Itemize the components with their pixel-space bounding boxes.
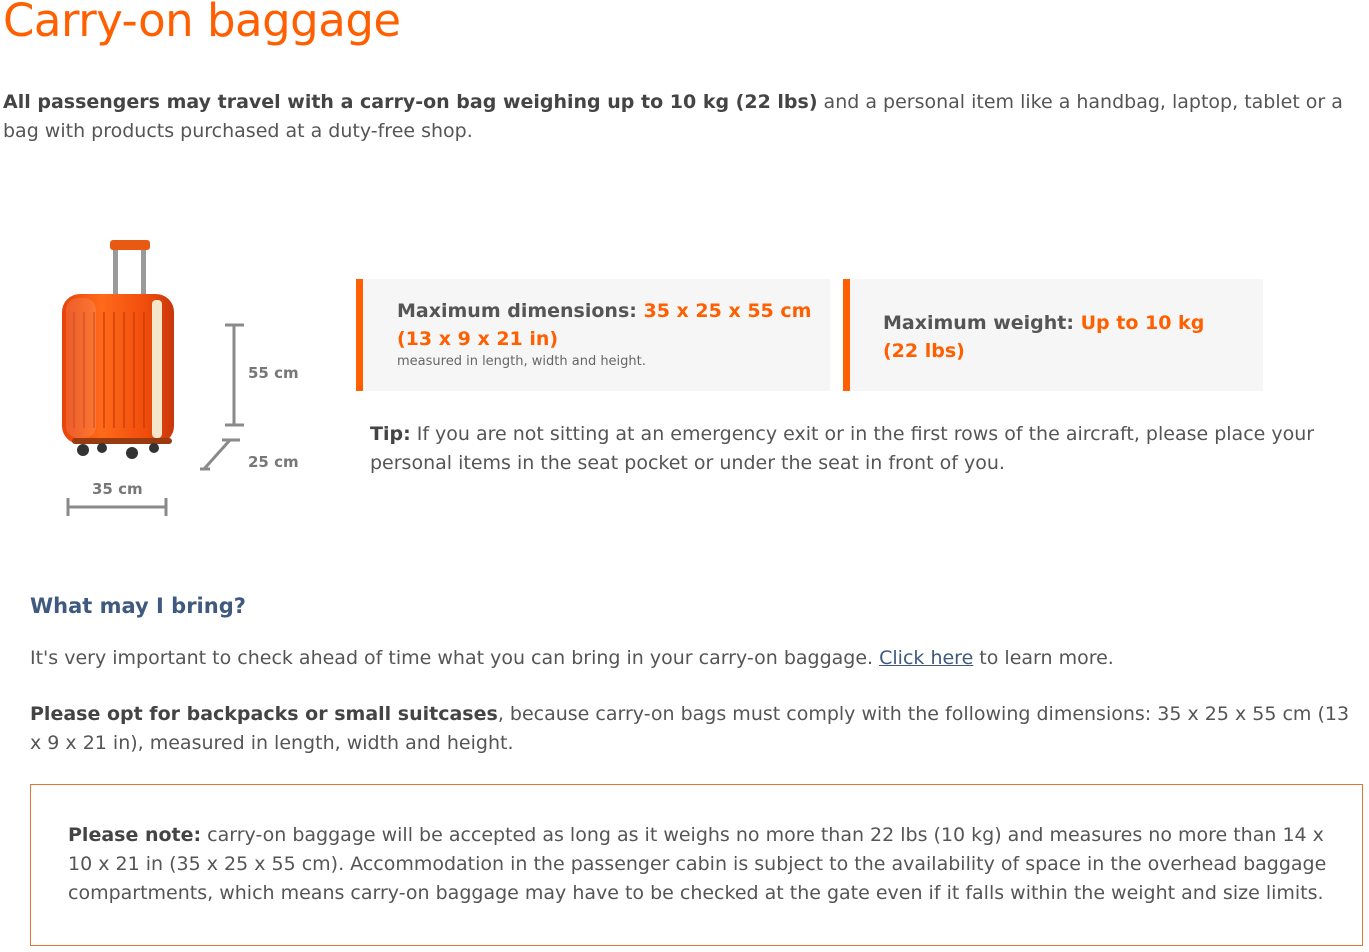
intro-bold: All passengers may travel with a carry-on bag weighing up to 10 kg (22 lbs) xyxy=(3,91,818,113)
tip-text: If you are not sitting at an emergency exit or in the first rows of the aircraft, please place your personal items in the seat pocket or under the seat in front of you. xyxy=(370,423,1315,474)
max-dimensions-line xyxy=(397,297,830,325)
note-label: Please note: xyxy=(68,824,202,846)
suitcase-illustration xyxy=(40,232,320,522)
note-text: carry-on baggage will be accepted as long as it weighs no more than 22 lbs (10 kg) and measures no more than 14 x 10 x 21 in (35 x 25 x 55 cm). Accommodation in the passenger cabin is subject to the availability of space in the overhead baggage compartments, which means carry-on baggage may have to be checked at the gate even if it falls within the weight and size limits. xyxy=(68,824,1327,904)
p1-text-before: It's very important to check ahead of time what you can bring in your carry-on baggage. xyxy=(30,647,880,669)
intro-text: and a personal item like a handbag, laptop, tablet or a bag with products purchased at a duty-free shop. xyxy=(3,91,1343,142)
max-dimensions-note: measured in length, width and height. xyxy=(397,354,646,369)
max-weight-line xyxy=(883,309,1263,337)
max-dimensions-imperial: (13 x 9 x 21 in) xyxy=(397,328,559,350)
max-dimensions-card xyxy=(356,279,830,391)
page-title: Carry-on baggage xyxy=(3,0,401,47)
click-here-link[interactable]: Click here xyxy=(879,647,974,669)
width-label: 35 cm xyxy=(92,480,143,498)
max-dimensions-label: Maximum dimensions: xyxy=(397,300,644,322)
depth-label: 25 cm xyxy=(248,453,299,471)
p2-bold: Please opt for backpacks or small suitcases xyxy=(30,703,498,725)
p2-text: , because carry-on bags must comply with the following dimensions: 35 x 25 x 55 cm (13 x 9 x 21 in), measured in length, width and height. xyxy=(30,703,1350,754)
note-box xyxy=(30,784,1363,946)
suitcase-icon xyxy=(40,232,320,522)
height-label: 55 cm xyxy=(248,364,299,382)
intro-paragraph xyxy=(3,88,1343,146)
p1-text-after: to learn more. xyxy=(973,647,1114,669)
max-weight-label: Maximum weight: xyxy=(883,312,1081,334)
max-weight-value: Up to 10 kg xyxy=(1080,312,1205,334)
max-weight-card xyxy=(843,279,1263,391)
note-paragraph xyxy=(68,821,1328,908)
tip-label: Tip: xyxy=(370,423,411,445)
tip-paragraph xyxy=(370,420,1330,478)
max-weight-imperial: (22 lbs) xyxy=(883,340,965,362)
section-title: What may I bring? xyxy=(30,594,246,618)
what-to-bring-paragraph xyxy=(30,644,1355,673)
max-dimensions-value: 35 x 25 x 55 cm xyxy=(643,300,812,322)
dimensions-paragraph xyxy=(30,700,1355,758)
